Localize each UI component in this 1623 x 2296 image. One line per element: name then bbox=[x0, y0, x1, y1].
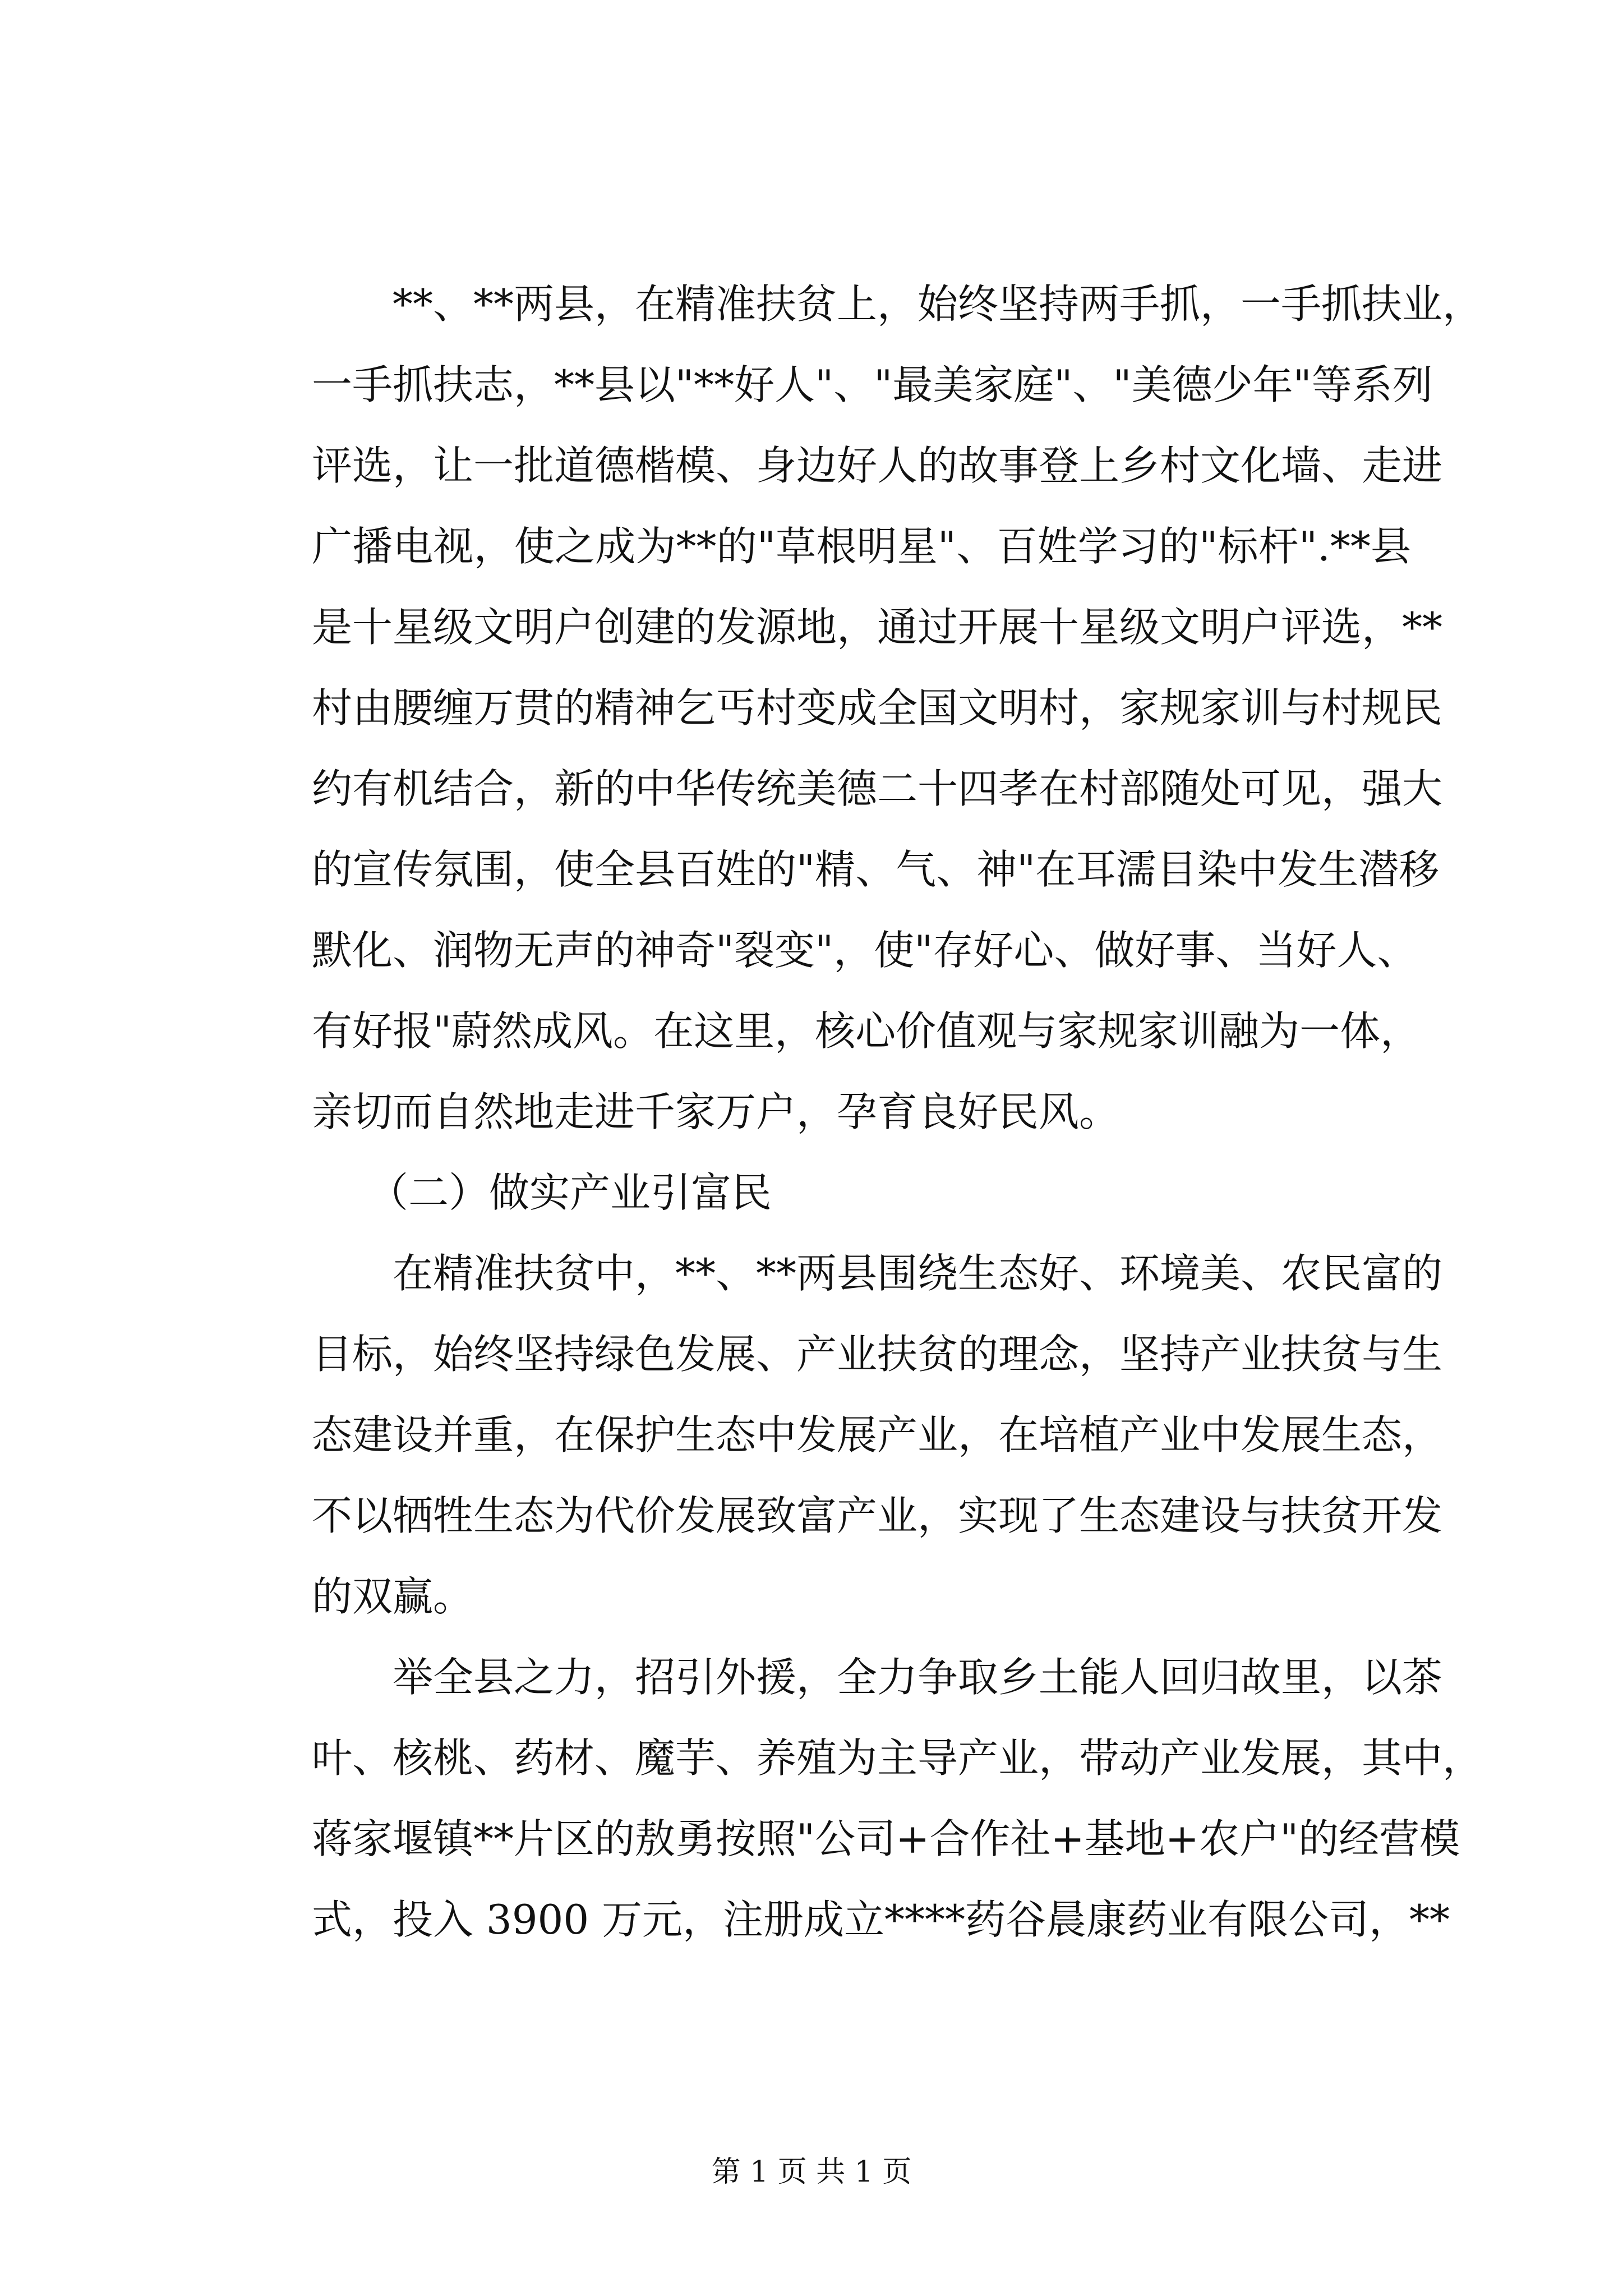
text-line: 是十星级文明户创建的发源地，通过开展十星级文明户评选，** bbox=[312, 604, 1443, 651]
text-line: 的宣传氛围，使全县百姓的"精、气、神"在耳濡目染中发生潜移 bbox=[312, 846, 1440, 893]
text-line: 的双赢。 bbox=[312, 1573, 474, 1620]
text-line: 村由腰缠万贯的精神乞丐村变成全国文明村，家规家训与村规民 bbox=[312, 684, 1443, 731]
text-line: 在精准扶贫中，**、**两县围绕生态好、环境美、农民富的 bbox=[393, 1250, 1443, 1297]
text-line: 约有机结合，新的中华传统美德二十四孝在村部随处可见，强大 bbox=[312, 765, 1443, 812]
text-line: 评选，让一批道德楷模、身边好人的故事登上乡村文化墙、走进 bbox=[312, 442, 1443, 489]
text-line: 亲切而自然地走进千家万户，孕育良好民风。 bbox=[312, 1088, 1120, 1135]
text-line: 有好报"蔚然成风。在这里，核心价值观与家规家训融为一体， bbox=[312, 1007, 1421, 1055]
paragraph-1 bbox=[312, 264, 1483, 1152]
text-line: 不以牺牲生态为代价发展致富产业，实现了生态建设与扶贫开发 bbox=[312, 1492, 1443, 1539]
text-line: **、**两县，在精准扶贫上，始终坚持两手抓，一手抓扶业， bbox=[393, 280, 1483, 328]
text-line: 目标，始终坚持绿色发展、产业扶贫的理念，坚持产业扶贫与生 bbox=[312, 1331, 1443, 1378]
text-line: 式，投入 3900 万元，注册成立****药谷晨康药业有限公司，** bbox=[312, 1896, 1450, 1943]
text-line: 蒋家堰镇**片区的敖勇按照"公司+合作社+基地+农户"的经营模 bbox=[312, 1815, 1460, 1862]
text-line: 广播电视，使之成为**的"草根明星"、百姓学习的"标杆".**县 bbox=[312, 523, 1411, 570]
text-line: 态建设并重，在保护生态中发展产业，在培植产业中发展生态， bbox=[312, 1411, 1443, 1458]
document-body bbox=[312, 264, 1483, 1960]
section-heading: （二）做实产业引富民 bbox=[368, 1169, 772, 1216]
text-line: 举全县之力，招引外援，全力争取乡土能人回归故里，以茶 bbox=[393, 1654, 1443, 1701]
text-line: 一手抓扶志，**县以"**好人"、"最美家庭"、"美德少年"等系列 bbox=[312, 361, 1433, 408]
paragraph-3 bbox=[312, 1637, 1483, 1960]
paragraph-2 bbox=[312, 1233, 1443, 1637]
page-footer: 第 1 页 共 1 页 bbox=[711, 2155, 912, 2189]
text-line: 叶、核桃、药材、魔芋、养殖为主导产业，带动产业发展，其中， bbox=[312, 1734, 1483, 1782]
text-line: 默化、润物无声的神奇"裂变"，使"存好心、做好事、当好人、 bbox=[312, 927, 1418, 974]
